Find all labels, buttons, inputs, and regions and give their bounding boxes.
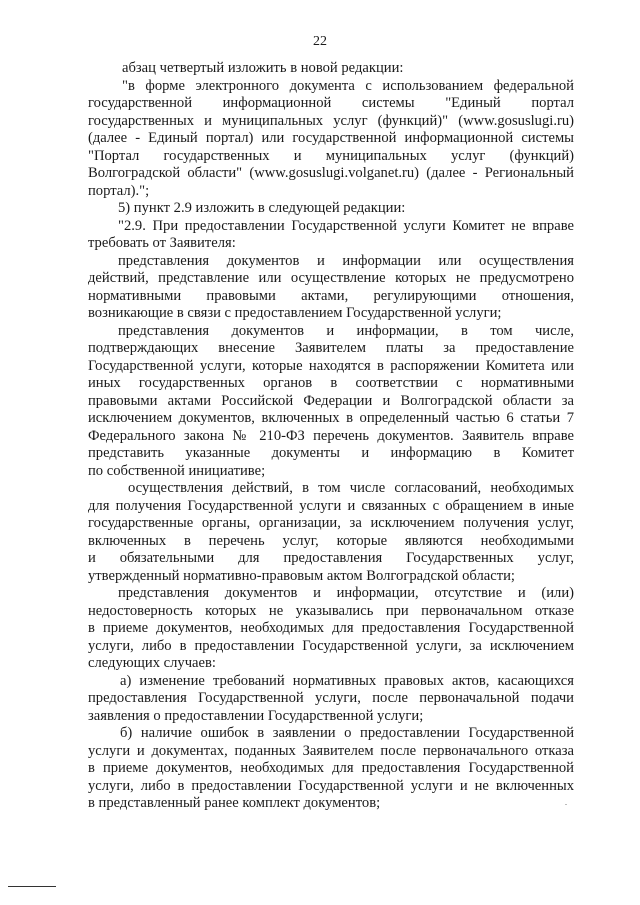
text-line: б) наличие ошибок в заявлении о предоставлении Государственной bbox=[120, 725, 574, 741]
page-number: 22 bbox=[313, 34, 327, 49]
text-line: Волгоградской области" (www.gosuslugi.volganet.ru) (далее - Региональный bbox=[88, 165, 574, 181]
text-line: услуги, либо в предоставлении Государственной услуги, за исключением bbox=[88, 637, 574, 654]
text-line: услуги, либо в предоставлении Государственной услуги и не включенных bbox=[88, 777, 574, 794]
text-line: государственной информационной системы "Единый портал bbox=[88, 95, 574, 111]
text-line: Федерального закона № 210-ФЗ перечень документов. Заявитель вправе bbox=[88, 427, 574, 444]
text-line: в представленный ранее комплект документов; bbox=[88, 795, 381, 811]
text-line: в приеме документов, необходимых для предоставления Государственной bbox=[88, 760, 574, 776]
text-line: государственные органы, организации, за исключением получения услуг, bbox=[88, 515, 574, 531]
text-line: а) изменение требований нормативных правовых актов, касающихся bbox=[120, 672, 574, 689]
text-line: подтверждающих внесение Заявителем платы за предоставление bbox=[88, 340, 574, 356]
text-line: по собственной инициативе; bbox=[88, 462, 266, 479]
text-line: нормативными правовыми актами, регулирующими отношения, bbox=[88, 287, 574, 304]
scan-speck bbox=[565, 804, 567, 805]
text-line: возникающие в связи с предоставлением Государственной услуги; bbox=[88, 305, 502, 321]
text-line: портал)."; bbox=[88, 182, 150, 199]
text-line: исключением документов, включенных в определенный частью 6 статьи 7 bbox=[88, 410, 574, 426]
text-line: следующих случаев: bbox=[88, 655, 216, 671]
text-line: предоставления Государственной услуги, после первоначальной подачи bbox=[88, 690, 574, 706]
text-line: "в форме электронного документа с использованием федеральной bbox=[122, 77, 574, 94]
text-line: недостоверность которых не указывались при первоначальном отказе bbox=[88, 602, 574, 619]
text-line: для получения Государственной услуги и связанных с обращением в иные bbox=[88, 497, 574, 514]
text-line: осуществления действий, в том числе согласований, необходимых bbox=[128, 480, 574, 496]
text-line: услуги и документах, поданных Заявителем после первоначального отказа bbox=[88, 742, 574, 759]
text-line: и обязательными для предоставления Государственных услуг, bbox=[88, 550, 574, 566]
text-line: утвержденный нормативно-правовым актом Волгоградской области; bbox=[88, 567, 515, 584]
text-line: в приеме документов, необходимых для предоставления Государственной bbox=[88, 620, 574, 636]
text-line: абзац четвертый изложить в новой редакции: bbox=[122, 60, 404, 76]
text-line: правовыми актами Российской Федерации и Волгоградской области за bbox=[88, 392, 574, 409]
document-body bbox=[88, 60, 574, 813]
text-line: иных государственных органов в соответствии с нормативными bbox=[88, 375, 574, 391]
text-line: заявления о предоставлении Государственной услуги; bbox=[88, 707, 424, 724]
text-line: "Портал государственных и муниципальных услуг (функций) bbox=[88, 147, 574, 164]
text-line: государственных и муниципальных услуг (функций)" (www.gosuslugi.ru) bbox=[88, 112, 574, 129]
text-line: 5) пункт 2.9 изложить в следующей редакции: bbox=[118, 200, 406, 216]
text-line: (далее - Единый портал) или государственной информационной системы bbox=[88, 130, 574, 146]
text-line: включенных в перечень услуг, которые являются необходимыми bbox=[88, 532, 574, 549]
text-line: действий, представление или осуществление которых не предусмотрено bbox=[88, 270, 574, 286]
text-line: "2.9. При предоставлении Государственной услуги Комитет не вправе bbox=[118, 217, 574, 234]
footer-rule bbox=[8, 886, 56, 887]
text-line: Государственной услуги, которые находятся в распоряжении Комитета или bbox=[88, 357, 574, 374]
text-line: представить указанные документы и информацию в Комитет bbox=[88, 445, 574, 461]
text-line: представления документов и информации или осуществления bbox=[118, 252, 574, 269]
text-line: представления документов и информации, в том числе, bbox=[118, 322, 574, 339]
text-line: требовать от Заявителя: bbox=[88, 235, 236, 251]
text-line: представления документов и информации, отсутствие и (или) bbox=[118, 585, 574, 601]
